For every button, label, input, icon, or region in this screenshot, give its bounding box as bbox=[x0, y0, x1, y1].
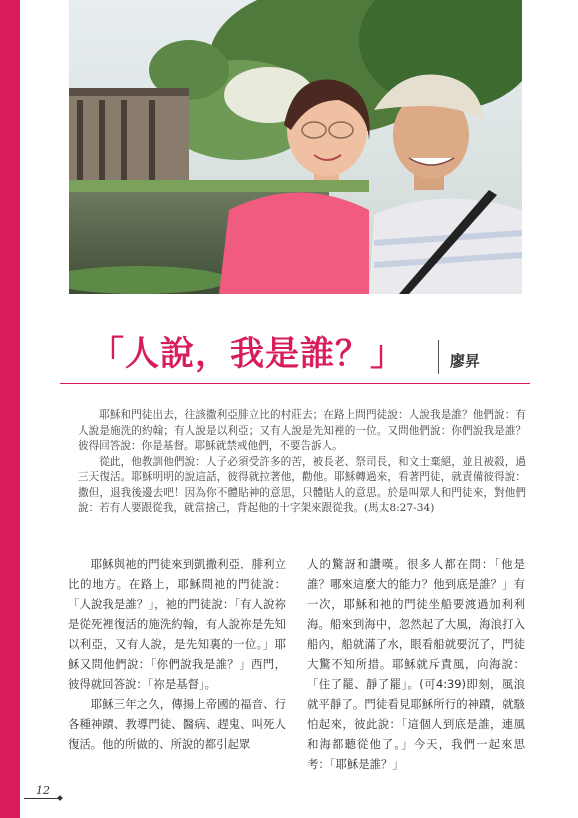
scripture-paragraph: 耶穌和門徒出去，往該撒利亞腓立比的村莊去；在路上問門徒說：人說我是誰？他們說：有人說是施洗的約翰；有人說是以利亞；又有人說是先知裡的一位。又問他們說：你們說我是誰？彼得回答說：你是基督。耶穌就禁戒他們，不要告訴人。 bbox=[78, 409, 526, 452]
article-title: 「人說，我是誰？」 bbox=[90, 334, 405, 374]
footer-rule bbox=[24, 798, 60, 799]
page-number: 12 bbox=[36, 784, 50, 797]
scripture-paragraph: 從此，他教訓他們說：人子必須受許多的苦，被長老、祭司長，和文士棄絕，並且被殺，過三天復活。耶穌明明的說這話，彼得就拉著他，勸他。耶穌轉過來，看著門徒，就責備彼得說：撒但，退我後邊去吧！因為你不體貼神的意思，只體貼人的意思。於是叫眾人和門徒來，對他們說：若有人要跟從我，就當捨己，背起他的十字架來跟從我。(馬太8:27-34) bbox=[78, 455, 526, 514]
body-paragraph: 人的驚訝和讚嘆。很多人都在問：「他是誰？哪來這麼大的能力？他到底是誰？」有一次，耶穌和祂的門徒坐船要渡過加利利海。船來到海中，忽然起了大風，海浪打入船內，船就滿了水，眼看船就要沉了，門徒大驚不知所措。耶穌就斥責風，向海說：「住了罷、靜了罷」。(可4:39)即刻，風浪就平靜了。門徒看見耶穌所行的神蹟，就駭怕起來，彼此說：「這個人到底是誰，連風和海都聽從他了。」今天，我們一起來思考：「耶穌是誰？」 bbox=[307, 557, 525, 771]
body-paragraph: 耶穌與祂的門徒來到凱撒利亞．腓利立比的地方。在路上，耶穌問祂的門徒說：「人說我是誰？」，祂的門徒說：「有人說祢是從死裡復活的施洗約翰，有人說祢是先知以利亞，又有人說，是先知裏的一位。」耶穌又問他們說：「你們說我是誰？」西門，彼得就回答說：「祢是基督」。 bbox=[68, 557, 286, 691]
header-rule bbox=[60, 383, 530, 384]
body-paragraph: 耶穌三年之久，傳揚上帝國的福音、行各種神蹟、教導門徒、醫病、趕鬼、叫死人復活。他的所做的、所說的都引起眾 bbox=[68, 697, 286, 751]
author-name: 廖昇 bbox=[450, 352, 481, 370]
couple-photo-illustration bbox=[69, 0, 522, 294]
article-header bbox=[60, 326, 540, 386]
left-accent-bar bbox=[0, 0, 20, 818]
body-column-left bbox=[68, 554, 286, 754]
title-divider bbox=[438, 340, 439, 374]
couple-photo bbox=[69, 0, 522, 294]
body-column-right bbox=[307, 554, 525, 774]
footer-ornament bbox=[57, 795, 63, 801]
scripture-quote bbox=[78, 408, 526, 517]
